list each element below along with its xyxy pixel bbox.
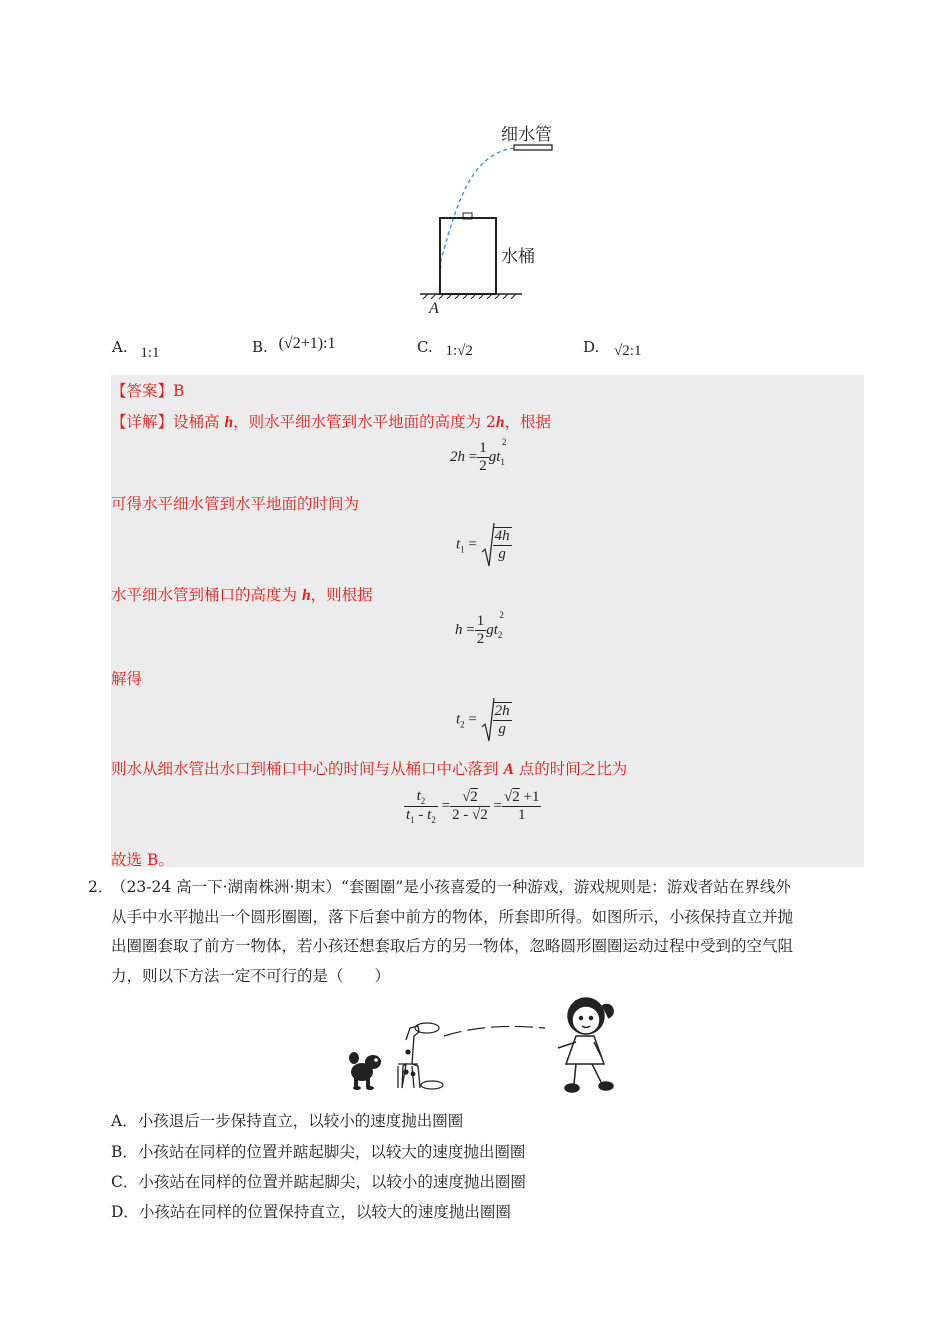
option-letter: A. xyxy=(112,338,128,356)
detail-line-1: 【详解】设桶高 h，则水平细水管到水平地面的高度为 2h，根据 xyxy=(111,413,552,431)
option-letter: C. xyxy=(417,338,433,356)
detail-line-2: 可得水平细水管到水平地面的时间为 xyxy=(111,495,360,513)
equation-4: $t_2$ = $\frac{2h}{g}$ xyxy=(456,697,512,743)
equation-2: $t_1$ = $\frac{4h}{g}$ xyxy=(456,522,512,568)
choice-b: B．小孩站在同样的位置并踮起脚尖，以较大的速度抛出圈圈 xyxy=(111,1143,526,1161)
point-a-label: A xyxy=(429,300,439,317)
giraffe-shape xyxy=(398,1026,420,1088)
option-c xyxy=(417,338,473,359)
bucket-label: 水桶 xyxy=(501,247,535,267)
bucket-pipe-figure xyxy=(405,110,575,325)
detail-line-6: 故选 B。 xyxy=(111,851,174,869)
option-a xyxy=(112,338,160,361)
option-value: (√2+1):1 xyxy=(278,335,336,352)
option-letter: D. xyxy=(583,338,600,356)
water-trajectory xyxy=(439,148,514,295)
option-value: 1:1 xyxy=(140,345,160,361)
equation-1: 2h = $\frac{1}{2}$ $gt_1^2$ xyxy=(450,436,507,474)
detail-line-5: 则水从细水管出水口到桶口中心的时间与从桶口中心落到 A 点的时间之比为 xyxy=(111,760,628,778)
option-b xyxy=(252,335,336,357)
pipe-label: 细水管 xyxy=(501,125,552,145)
ring-toss-illustration xyxy=(340,992,630,1100)
dog-shape xyxy=(349,1052,381,1090)
pipe-shape xyxy=(514,145,552,150)
girl-shape xyxy=(558,998,613,1092)
ring-on-ground xyxy=(421,1081,443,1089)
answer-line: 【答案】B xyxy=(111,382,185,400)
ring-toss-figure xyxy=(340,992,630,1100)
choice-c: C．小孩站在同样的位置并踮起脚尖，以较小的速度抛出圈圈 xyxy=(111,1173,526,1191)
detail-prefix: 【详解】 xyxy=(111,413,174,431)
question-2-line-2: 从手中水平抛出一个圆形圈圈，落下后套中前方的物体，所套即所得。如图所示，小孩保持直立并抛 xyxy=(111,908,794,926)
detail-line-4: 解得 xyxy=(111,670,143,688)
choice-d: D．小孩站在同样的位置保持直立，以较大的速度抛出圈圈 xyxy=(111,1203,511,1221)
option-letter: B. xyxy=(252,338,268,356)
choice-a: A．小孩退后一步保持直立，以较小的速度抛出圈圈 xyxy=(111,1112,464,1130)
equation-5: $\frac{t_2}{t_1 - t_2}$ = $\frac{√2}{2 - √2}$ = $\frac{√2 +1}{1}$ xyxy=(406,788,540,825)
equation-3: h = $\frac{1}{2}$ $gt_2^2$ xyxy=(455,609,504,647)
option-d xyxy=(583,338,642,359)
question-2-line-1: （23-24 高一下·湖南株洲·期末）“套圈圈”是小孩喜爱的一种游戏，游戏规则是：游戏者站在界线外 xyxy=(111,878,791,896)
bucket-shape xyxy=(440,218,496,294)
option-value: √2:1 xyxy=(614,343,642,359)
detail-line-3: 水平细水管到桶口的高度为 h，则根据 xyxy=(111,586,373,604)
question-2-number: 2． xyxy=(88,878,114,896)
question-2-line-3: 出圈圈套取了前方一物体，若小孩还想套取后方的另一物体，忽略圆形圈圈运动过程中受到的空气阻 xyxy=(111,937,794,955)
ring-trajectory xyxy=(444,1026,545,1036)
option-value: 1:√2 xyxy=(445,343,473,359)
question-2-line-4: 力，则以下方法一定不可行的是（ ） xyxy=(111,967,391,985)
